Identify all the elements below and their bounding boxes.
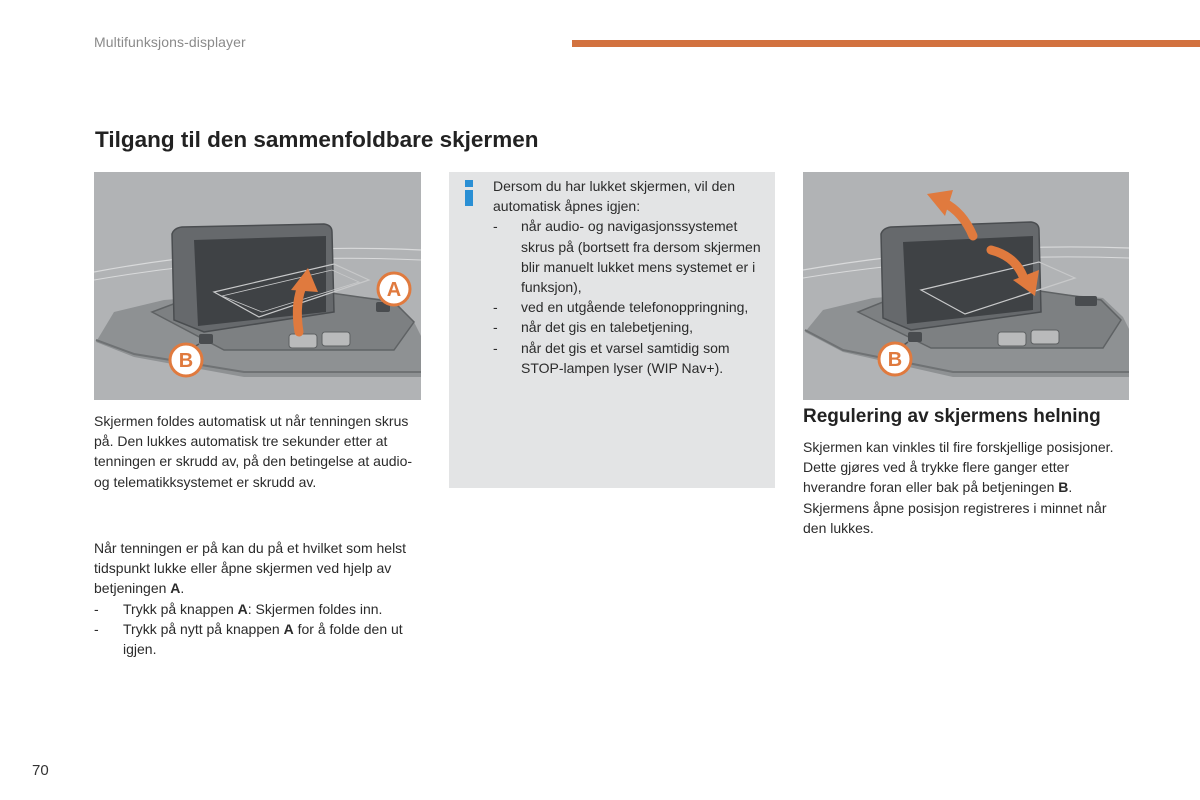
header-accent-bar <box>572 40 1200 47</box>
list-item: - Trykk på nytt på knappen A for å folde den ut igjen. <box>94 620 403 658</box>
illustration-screen-tilt <box>803 172 1129 400</box>
page-number: 70 <box>32 762 49 779</box>
manual-control-intro: Når tenningen er på kan du på et hvilket som helst tidspunkt lukke eller åpne skjermen ved hjelp av betjeningen A. <box>94 540 407 597</box>
tilt-paragraph: Skjermen kan vinkles til fire forskjellige posisjoner. Dette gjøres ved å trykke flere ganger etter hverandre foran eller bak på betjeningen B. Skjermens åpne posisjon registreres i minnet når den lukkes. <box>803 439 1114 536</box>
info-text <box>493 176 773 378</box>
info-box <box>449 172 775 488</box>
badge-b-label: B <box>178 350 194 372</box>
list-item: - ved en utgående telefonoppringning, <box>493 299 749 316</box>
intro-paragraph: Skjermen foldes automatisk ut når tenningen skrus på. Den lukkes automatisk tre sekunder etter at tenningen er skrudd av, på den betingelse at audio- og telematikksystemet er skrudd av. <box>94 413 413 490</box>
page-title: Tilgang til den sammenfoldbare skjermen <box>95 127 539 152</box>
manual-control-paragraph <box>94 538 424 659</box>
badge-b-label: B <box>887 349 903 371</box>
section-title: Regulering av skjermens helning <box>803 406 1101 427</box>
manual-control-list <box>94 599 424 660</box>
list-item: - Trykk på knappen A: Skjermen foldes inn. <box>94 600 383 617</box>
list-item: - når det gis en talebetjening, <box>493 319 694 336</box>
badge-a-label: A <box>386 279 402 301</box>
info-intro: Dersom du har lukket skjermen, vil den automatisk åpnes igjen: <box>493 178 735 215</box>
list-item: - når det gis et varsel samtidig som STOP-lampen lyser (WIP Nav+). <box>493 339 730 376</box>
running-header: Multifunksjons-displayer <box>94 34 246 50</box>
illustration-screen-fold <box>94 172 421 400</box>
info-list <box>493 216 773 378</box>
info-icon <box>464 180 474 206</box>
list-item: - når audio- og navigasjonssystemet skrus på (bortsett fra dersom skjermen blir manuelt lukket mens systemet er i funksjon), <box>493 218 761 296</box>
